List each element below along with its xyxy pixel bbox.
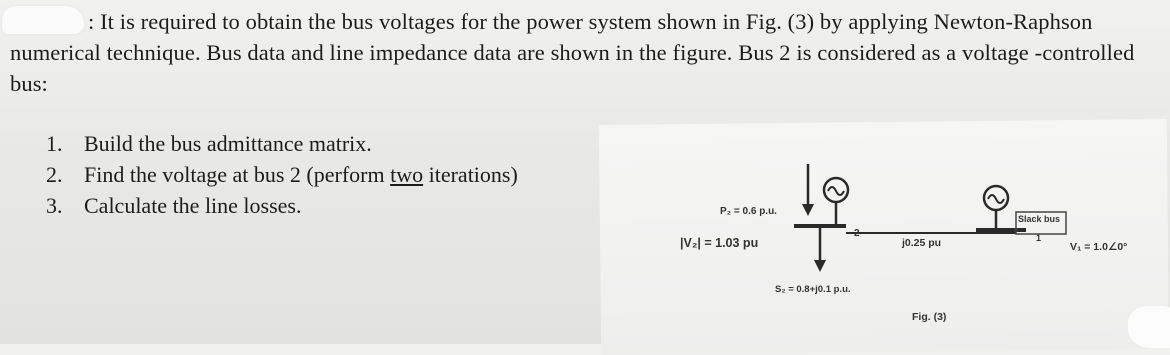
bus2-number: 2 <box>854 228 860 239</box>
sine-wave-icon <box>988 195 1004 203</box>
bus1-bar <box>976 228 1026 232</box>
task-number: 1. <box>46 131 63 156</box>
sine-wave-icon <box>828 187 844 195</box>
problem-intro: : It is required to obtain the bus voltages for the power system shown in Fig. (3) by applying Newton-Raphson numerical technique. Bus data and line impedance data are shown in the figure. Bus 2 is considered as a voltage -controlled bus: <box>10 9 1135 96</box>
task-text-part: Find the voltage at bus 2 (perform <box>84 162 391 187</box>
pg2-label: P₂ = 0.6 p.u. <box>720 206 777 217</box>
task-number: 2. <box>46 162 63 187</box>
down-arrow-icon <box>802 204 814 216</box>
task-text: Calculate the line losses. <box>84 193 302 218</box>
figure-caption: Fig. (3) <box>912 311 947 323</box>
v1-label: V₁ = 1.0∠0° <box>1070 241 1128 253</box>
bus2-bar <box>794 224 846 228</box>
task-text: Build the bus admittance matrix. <box>84 131 372 156</box>
v2-label: |V₂| = 1.03 pu <box>680 236 759 250</box>
slack-bus-label: Slack bus <box>1018 214 1061 224</box>
load-label: S₂ = 0.8+j0.1 p.u. <box>775 284 851 295</box>
task-text-part: iterations) <box>423 162 518 187</box>
line-impedance-label: j0.25 pu <box>902 237 942 249</box>
corner-mark <box>1128 306 1170 348</box>
underlined-word: two <box>390 162 424 187</box>
load-arrow-icon <box>814 260 826 272</box>
task-number: 3. <box>46 193 63 218</box>
bus1-number: 1 <box>1036 233 1042 243</box>
